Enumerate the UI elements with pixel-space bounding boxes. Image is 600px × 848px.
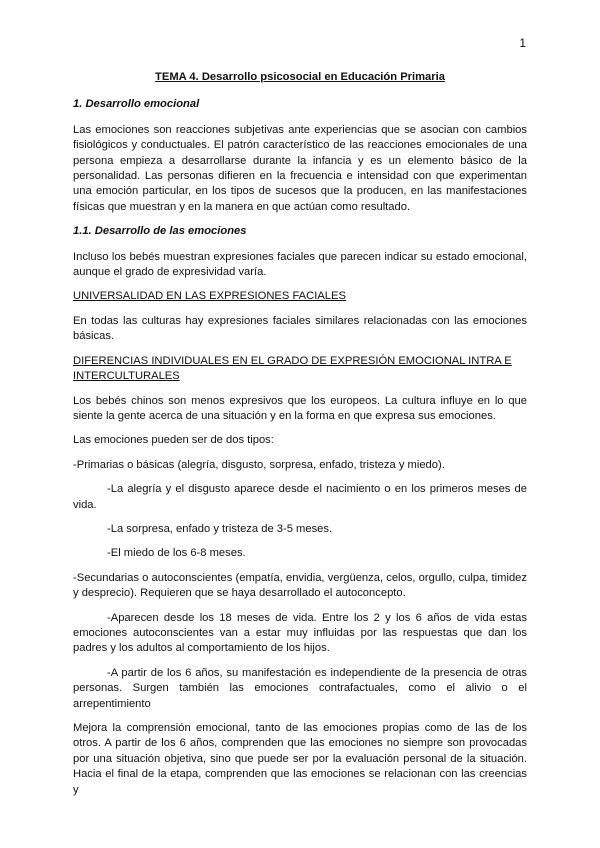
paragraph: Los bebés chinos son menos expresivos que los europeos. La cultura influye en lo que siente la gente acerca de una situación y en la forma en que expresa sus emociones.: [73, 394, 527, 422]
document-body: [73, 70, 527, 807]
paragraph: -A partir de los 6 años, su manifestación es independiente de la presencia de otras personas. Surgen también las emociones contrafactuales, como el alivio o el arrepentimiento: [73, 666, 527, 710]
paragraph: Incluso los bebés muestran expresiones faciales que parecen indicar su estado emocional, aunque el grado de expresividad varía.: [73, 250, 527, 279]
paragraph: -Primarias o básicas (alegría, disgusto, sorpresa, enfado, tristeza y miedo).: [73, 458, 445, 471]
paragraph: Las emociones pueden ser de dos tipos:: [73, 434, 274, 447]
paragraph: -Aparecen desde los 18 meses de vida. Entre los 2 y los 6 años de vida estas emociones autoconscientes van a estar muy influidas por las respuestas que dan los padres y los adultos al comportamiento de los hijos.: [73, 611, 527, 655]
paragraph: Mejora la comprensión emocional, tanto de las emociones propias como de las de los otros. A partir de los 6 años, comprenden que las emociones no siempre son provocadas por una situación objetiva, sino que puede ser por la evaluación personal de la situación. Hacia el final de la etapa, comprenden que las emociones se relacionan con las creencias y: [73, 722, 527, 796]
underlined-heading: DIFERENCIAS INDIVIDUALES EN EL GRADO DE EXPRESIÓN EMOCIONAL INTRA E INTERCULTURALES: [73, 354, 512, 383]
paragraph: -El miedo de los 6-8 meses.: [107, 547, 246, 560]
paragraph: -La sorpresa, enfado y tristeza de 3-5 meses.: [107, 522, 333, 535]
paragraph: Las emociones son reacciones subjetivas ante experiencias que se asocian con cambios fisiológicos y conductuales. El patrón característico de las reacciones emocionales de una persona empieza a desarrollarse durante la infancia y es un elemento básico de la personalidad. Las personas difieren en la frecuencia e intensidad con que experimentan una emoción particular, en los tipos de sucesos que la producen, en las manifestaciones físicas que muestran y en la manera en que actúan como resultado.: [73, 123, 527, 213]
paragraph: -La alegría y el disgusto aparece desde el nacimiento o en los primeros meses de vida.: [73, 483, 527, 511]
subsection-heading: 1.1. Desarrollo de las emociones: [73, 225, 247, 238]
document-title: TEMA 4. Desarrollo psicosocial en Educación Primaria: [155, 71, 445, 83]
paragraph: -Secundarias o autoconscientes (empatía, envidia, vergüenza, celos, orgullo, culpa, timidez y desprecio). Requieren que se haya desarrollado el autoconcepto.: [73, 571, 527, 600]
page-number: 1: [519, 36, 526, 50]
section-heading: 1. Desarrollo emocional: [73, 98, 200, 111]
paragraph: En todas las culturas hay expresiones faciales similares relacionadas con las emociones básicas.: [73, 314, 527, 343]
underlined-heading: UNIVERSALIDAD EN LAS EXPRESIONES FACIALES: [73, 290, 346, 303]
